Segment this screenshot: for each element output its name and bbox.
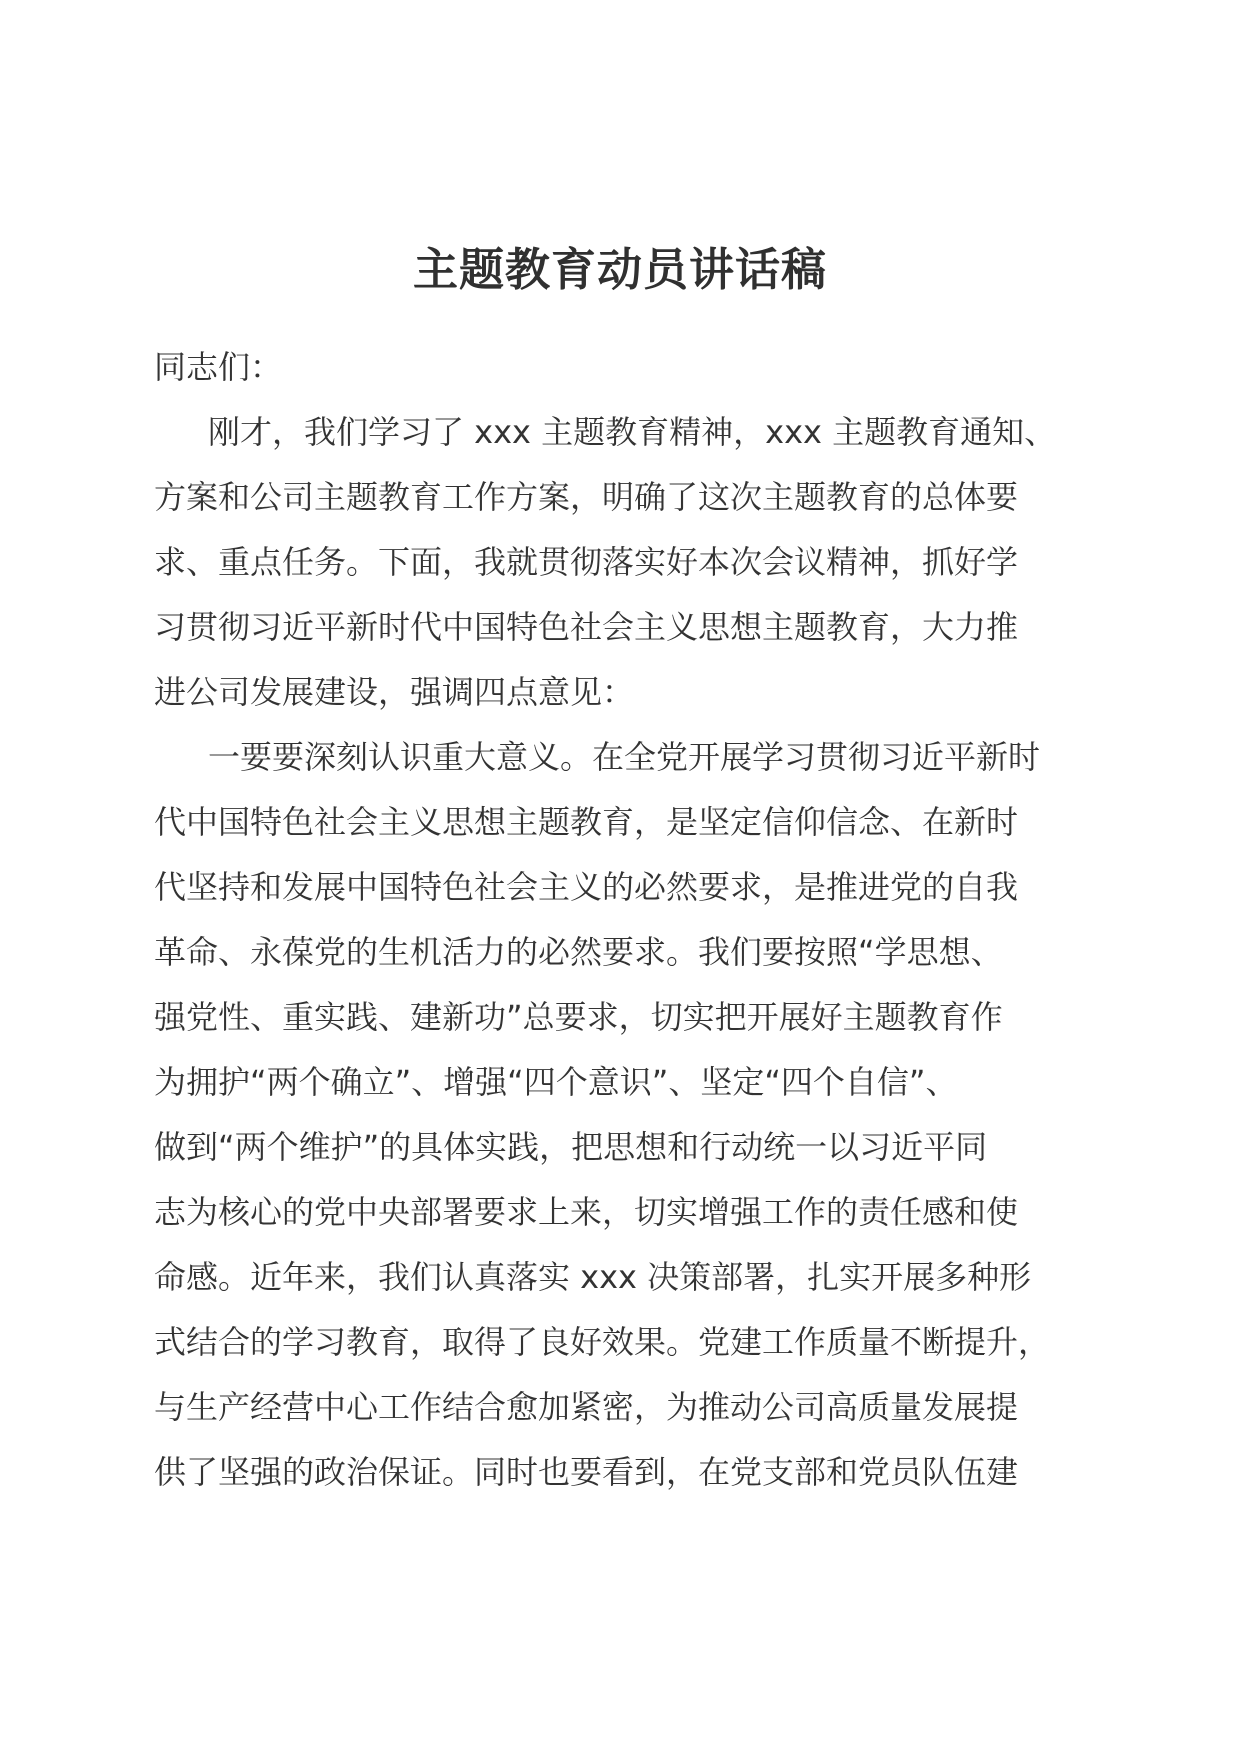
text-line: 命感。近年来，我们认真落实 xxx 决策部署，扎实开展多种形 xyxy=(154,1258,1032,1296)
text-line: 革命、永葆党的生机活力的必然要求。我们要按照“学思想、 xyxy=(154,933,1003,971)
text-line: 方案和公司主题教育工作方案，明确了这次主题教育的总体要 xyxy=(154,478,1019,516)
text-line: 代中国特色社会主义思想主题教育，是坚定信仰信念、在新时 xyxy=(154,803,1019,841)
text-line: 刚才，我们学习了 xxx 主题教育精神，xxx 主题教育通知、 xyxy=(208,413,1057,451)
text-line: 一要要深刻认识重大意义。在全党开展学习贯彻习近平新时 xyxy=(208,738,1041,776)
text-line: 代坚持和发展中国特色社会主义的必然要求，是推进党的自我 xyxy=(154,868,1019,906)
text-line: 求、重点任务。下面，我就贯彻落实好本次会议精神，抓好学 xyxy=(154,543,1019,581)
text-line: 习贯彻习近平新时代中国特色社会主义思想主题教育，大力推 xyxy=(154,608,1019,646)
text-line: 供了坚强的政治保证。同时也要看到，在党支部和党员队伍建 xyxy=(154,1453,1019,1491)
text-line: 做到“两个维护”的具体实践，把思想和行动统一以习近平同 xyxy=(154,1128,988,1166)
text-line: 同志们： xyxy=(154,348,283,386)
text-line: 志为核心的党中央部署要求上来，切实增强工作的责任感和使 xyxy=(154,1193,1019,1231)
text-line: 为拥护“两个确立”、增强“四个意识”、坚定“四个自信”、 xyxy=(154,1063,958,1101)
text-line: 与生产经营中心工作结合愈加紧密，为推动公司高质量发展提 xyxy=(154,1388,1019,1426)
document-body xyxy=(154,335,1094,1505)
text-line: 式结合的学习教育，取得了良好效果。党建工作质量不断提升， xyxy=(154,1323,1051,1361)
text-line: 强党性、重实践、建新功”总要求，切实把开展好主题教育作 xyxy=(154,998,1003,1036)
text-line: 进公司发展建设，强调四点意见： xyxy=(154,673,635,711)
document-title: 主题教育动员讲话稿 xyxy=(412,243,827,296)
